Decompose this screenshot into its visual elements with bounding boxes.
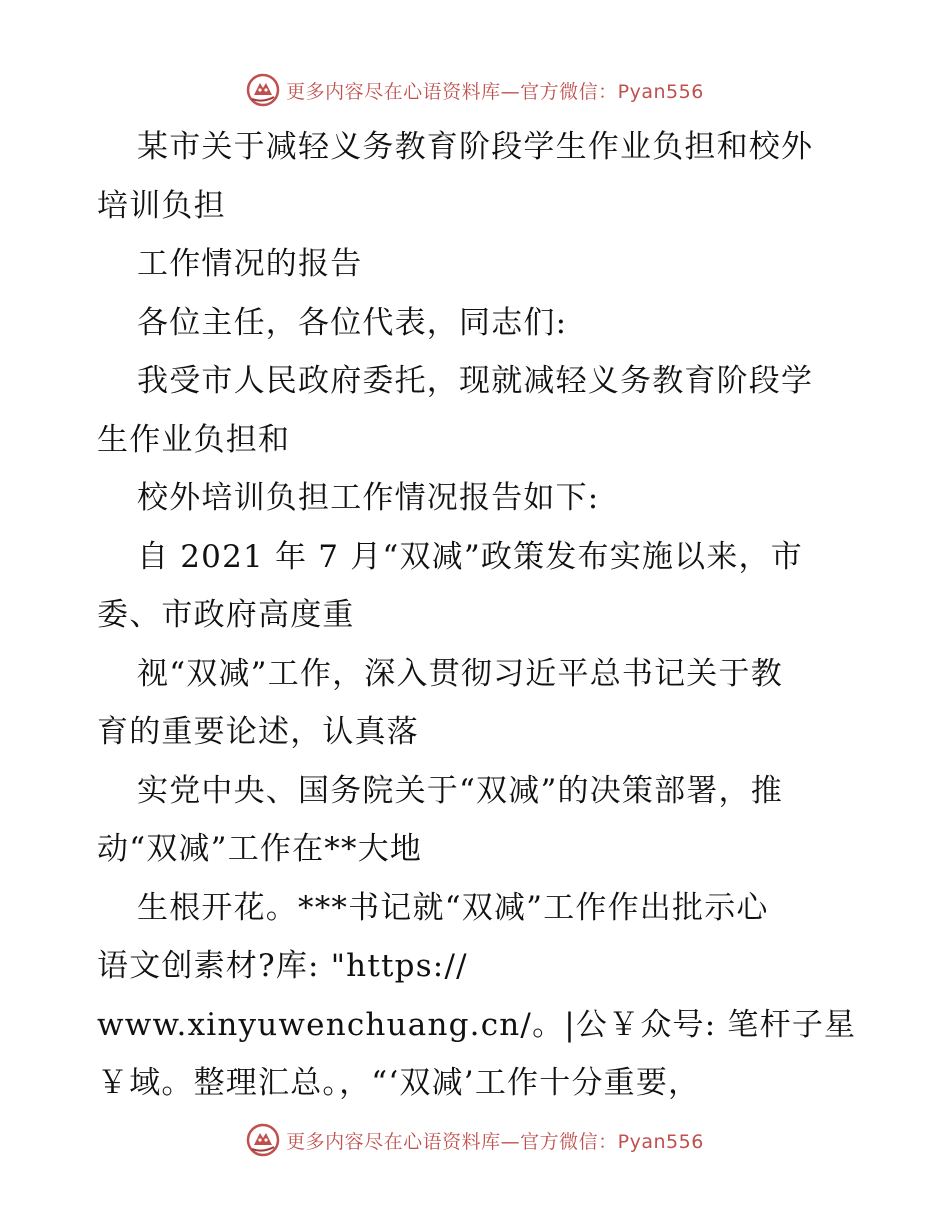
text-line: 生根开花。***书记就“双减”工作作出批示心 (137, 889, 769, 926)
header-banner (0, 70, 950, 110)
text-line: 实党中央、国务院关于“双减”的决策部署，推 (137, 772, 783, 809)
header-banner-text: 更多内容尽在心语资料库—官方微信：Pyan556 (286, 80, 704, 103)
text-line: 动“双减”工作在**大地 (97, 831, 423, 867)
text-line: 语文创素材?库: "https:// (97, 948, 468, 984)
text-line: 视“双减”工作，深入贯彻习近平总书记关于教 (137, 655, 783, 692)
text-line: 校外培训负担工作情况报告如下: (137, 480, 600, 516)
footer-banner (0, 1120, 950, 1160)
text-line: 各位主任，各位代表，同志们: (137, 304, 568, 341)
text-line: 我受市人民政府委托，现就减轻义务教育阶段学 (137, 363, 814, 399)
text-line: 生作业负担和 (97, 421, 291, 458)
text-line: www.xinyuwenchuang.cn/。|公￥众号: 笔杆子星 (97, 1006, 857, 1043)
text-line: 委、市政府高度重 (97, 597, 355, 633)
text-line: 工作情况的报告 (137, 246, 363, 282)
text-line: 培训负担 (97, 187, 226, 224)
text-line: 某市关于减轻义务教育阶段学生作业负担和校外 (137, 129, 814, 165)
footer-banner-text: 更多内容尽在心语资料库—官方微信：Pyan556 (286, 1130, 704, 1153)
fox-logo-icon (246, 1123, 280, 1157)
fox-logo-icon (246, 73, 280, 107)
text-line: ￥域。整理汇总。，“‘双减’工作十分重要， (97, 1065, 701, 1101)
document-body (97, 118, 857, 1113)
text-line: 自 2021 年 7 月“双减”政策发布实施以来，市 (137, 538, 803, 575)
text-line: 育的重要论述，认真落 (97, 714, 419, 750)
